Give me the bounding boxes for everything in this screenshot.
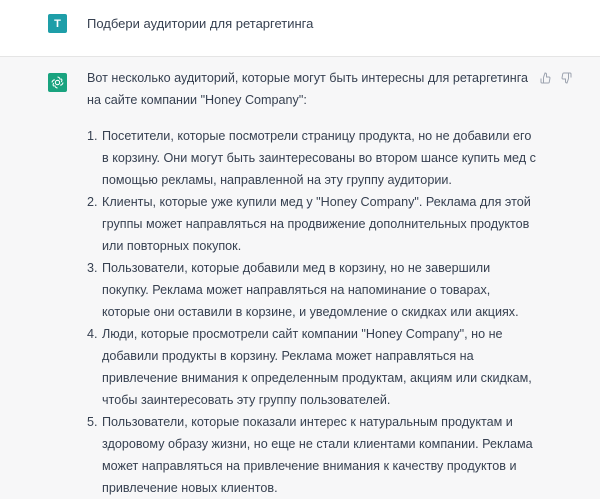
openai-logo-icon xyxy=(48,73,67,92)
assistant-message-content xyxy=(87,67,539,499)
feedback-buttons xyxy=(540,71,572,83)
thumbs-down-icon[interactable] xyxy=(560,71,572,83)
user-avatar xyxy=(48,14,67,33)
list-item: 3. Пользователи, которые добавили мед в корзину, но не завершили покупку. Реклама может направляться на напоминание о товарах, которые они оставили в корзине, и уведомление о скидках или акциях. xyxy=(87,261,519,319)
list-item: 1. Посетители, которые посмотрели страницу продукта, но не добавили его в корзину. Они могут быть заинтересованы во втором шансе купить мед с помощью рекламы, направленной на эту группу аудитории. xyxy=(87,129,536,187)
list-item: 2. Клиенты, которые уже купили мед у "Honey Company". Реклама для этой группы может направляться на продвижение дополнительных продуктов или повторных покупок. xyxy=(87,195,531,253)
user-message-row xyxy=(0,0,600,57)
assistant-intro: Вот несколько аудиторий, которые могут быть интересны для ретаргетинга на сайте компании "Honey Company": xyxy=(87,71,529,107)
user-avatar-letter: T xyxy=(54,17,61,30)
user-message-text: Подбери аудитории для ретаргетинга xyxy=(87,16,314,31)
list-item: 5. Пользователи, которые показали интерес к натуральным продуктам и здоровому образу жизни, но еще не стали клиентами компании. Реклама может направляться на привлечение внимания к качеству продуктов и привлечение новых клиентов. xyxy=(87,415,533,495)
audience-list xyxy=(87,125,539,499)
assistant-message-row xyxy=(0,57,600,495)
thumbs-up-icon[interactable] xyxy=(540,71,552,83)
list-item: 4. Люди, которые просмотрели сайт компании "Honey Company", но не добавили продукты в корзину. Реклама может направляться на привлечение внимания к определенным продуктам, акциям или скидкам, чтобы заинтересовать эту группу пользователей. xyxy=(87,327,532,407)
